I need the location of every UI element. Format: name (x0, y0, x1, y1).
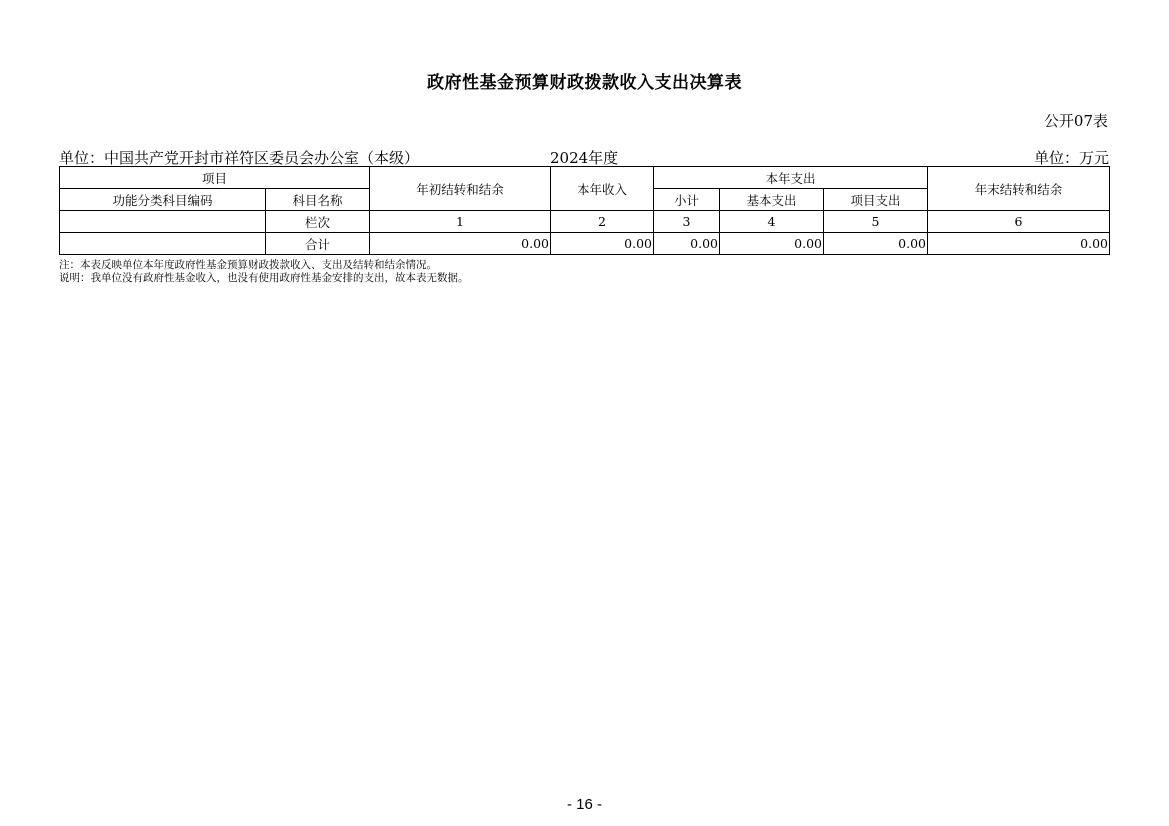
header-subject-name: 科目名称 (266, 189, 370, 211)
header-basic: 基本支出 (720, 189, 824, 211)
note-line: 注：本表反映单位本年度政府性基金预算财政拨款收入、支出及结转和结余情况。 (59, 259, 437, 271)
report-title: 政府性基金预算财政拨款收入支出决算表 (427, 73, 742, 93)
total-value: 0.00 (370, 233, 551, 255)
budget-table (59, 166, 1110, 255)
total-row (60, 233, 1110, 255)
header-subtotal: 小计 (654, 189, 720, 211)
header-func-code: 功能分类科目编码 (60, 189, 266, 211)
column-number: 6 (928, 211, 1110, 233)
total-label: 合计 (266, 233, 370, 255)
column-number: 3 (654, 211, 720, 233)
total-value: 0.00 (824, 233, 928, 255)
total-value: 0.00 (551, 233, 654, 255)
column-number-row (60, 211, 1110, 233)
row-label-column: 栏次 (266, 211, 370, 233)
total-value: 0.00 (928, 233, 1110, 255)
page-number: - 16 - (566, 796, 602, 813)
header-row-1 (60, 167, 1110, 189)
column-number: 1 (370, 211, 551, 233)
table-number: 公开07表 (1043, 112, 1108, 130)
currency-unit: 单位：万元 (1033, 149, 1109, 167)
explanation-line: 说明：我单位没有政府性基金收入，也没有使用政府性基金安排的支出，故本表无数据。 (59, 272, 469, 284)
header-item: 项目 (60, 167, 370, 189)
header-expense: 本年支出 (654, 167, 928, 189)
unit-line (59, 147, 1109, 167)
header-project: 项目支出 (824, 189, 928, 211)
column-number: 4 (720, 211, 824, 233)
notes (59, 259, 469, 285)
header-end-balance: 年末结转和结余 (928, 167, 1110, 211)
total-value: 0.00 (720, 233, 824, 255)
column-number: 2 (551, 211, 654, 233)
header-begin-balance: 年初结转和结余 (370, 167, 551, 211)
total-value: 0.00 (654, 233, 720, 255)
header-income: 本年收入 (551, 167, 654, 211)
reporting-unit: 单位：中国共产党开封市祥符区委员会办公室（本级） (59, 149, 420, 167)
fiscal-year: 2024年度 (550, 149, 619, 167)
table-cell (60, 233, 266, 255)
column-number: 5 (824, 211, 928, 233)
table-cell (60, 211, 266, 233)
